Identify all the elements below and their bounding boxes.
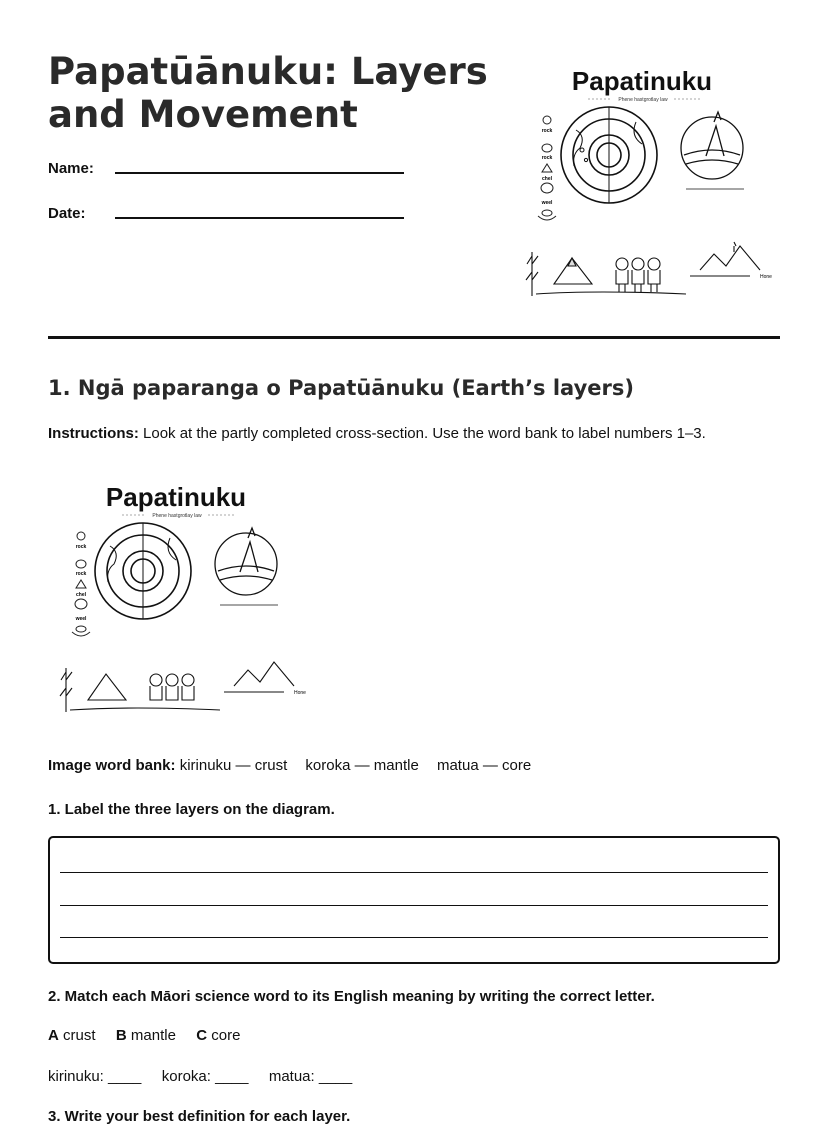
match-blank-matua[interactable]: matua: ____ (268, 1068, 353, 1085)
diagram-footer-label: Hone (294, 690, 306, 696)
date-write-line[interactable] (115, 217, 404, 219)
question-2: 2. Match each Māori science word to its English meaning by writing the correct letter. (48, 988, 655, 1005)
side-label: weel (75, 616, 87, 622)
diagram-subheading: Phene hastgrotlay law (152, 513, 202, 519)
section1-heading: 1. Ngā paparanga o Papatūānuku (Earth’s layers) (48, 376, 634, 400)
question-3-partial: 3. Write your best definition for each layer. (48, 1108, 351, 1125)
date-field (48, 205, 86, 222)
match-blanks (48, 1068, 352, 1085)
word-bank (48, 757, 531, 774)
side-label: rock (75, 571, 87, 577)
illustration-footer-label: Hone (760, 274, 772, 280)
option-letter: B (115, 1027, 127, 1044)
option-letter: C (196, 1027, 208, 1044)
match-blank-kirinuku[interactable]: kirinuku: ____ (48, 1068, 142, 1085)
option-text: core (207, 1027, 241, 1044)
instructions-text: Look at the partly completed cross-section. Use the word bank to label numbers 1–3. (138, 425, 706, 442)
match-blank-koroka[interactable]: koroka: ____ (161, 1068, 249, 1085)
option-text: crust (58, 1027, 96, 1044)
answer-line[interactable] (60, 937, 768, 938)
match-options (48, 1027, 240, 1044)
illustration-heading: Papatinuku (571, 66, 713, 96)
option-letter: A (48, 1027, 59, 1044)
instructions-label: Instructions: (48, 425, 139, 442)
question-1: 1. Label the three layers on the diagram. (48, 801, 335, 818)
cross-section-diagram (58, 476, 314, 720)
instructions (48, 425, 706, 442)
name-write-line[interactable] (115, 172, 404, 174)
side-label: rock (75, 544, 87, 550)
word-bank-item: matua — core (436, 757, 532, 774)
answer-box[interactable] (48, 836, 780, 964)
name-field (48, 160, 94, 177)
side-label: rock (541, 128, 553, 134)
worksheet-title: Papatūānuku: Layers and Movement (48, 50, 488, 136)
word-bank-label: Image word bank: (48, 757, 176, 774)
side-label: chel (75, 592, 87, 598)
diagram-heading: Papatinuku (105, 482, 247, 512)
side-label: chel (541, 176, 553, 182)
date-label: Date: (48, 205, 86, 222)
answer-line[interactable] (60, 872, 768, 873)
section-divider (48, 336, 780, 339)
name-label: Name: (48, 160, 94, 177)
earth-layers-illustration (524, 60, 780, 304)
side-label: rock (541, 155, 553, 161)
option-text: mantle (126, 1027, 176, 1044)
side-label: weel (541, 200, 553, 206)
answer-line[interactable] (60, 905, 768, 906)
illustration-subheading: Phene hastgrotlay law (618, 97, 668, 103)
word-bank-item: koroka — mantle (305, 757, 419, 774)
word-bank-item: kirinuku — crust (179, 757, 288, 774)
